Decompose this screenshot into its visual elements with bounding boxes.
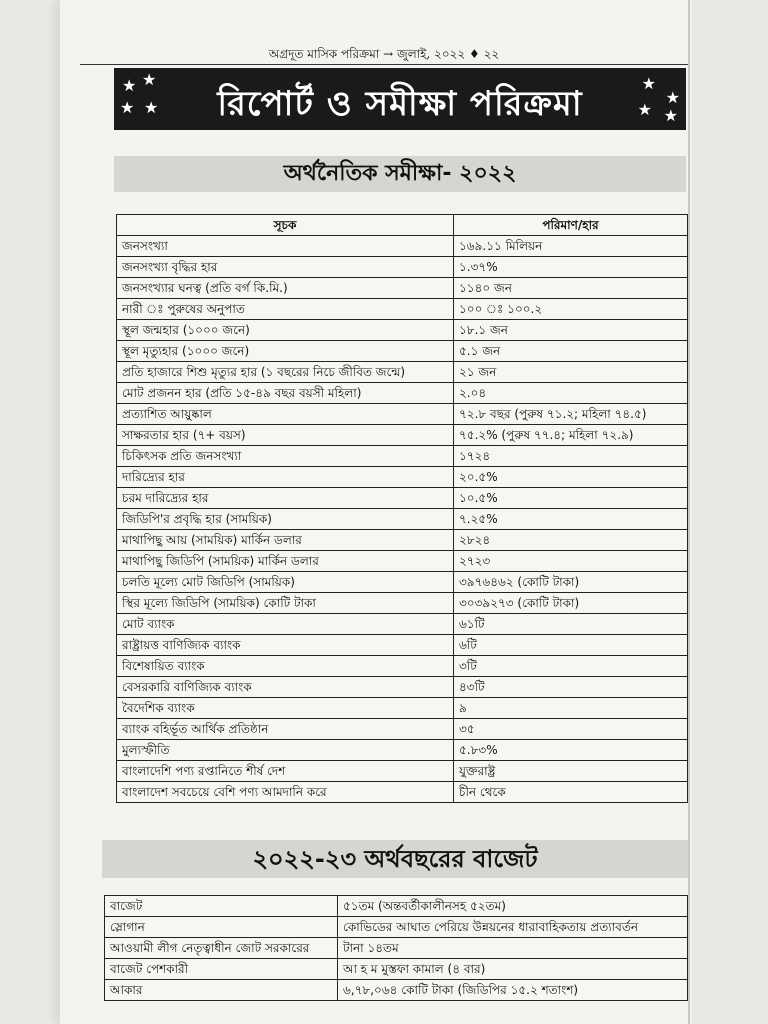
row-value: ৭.২৫%: [454, 509, 688, 530]
row-value: টানা ১৪তম: [338, 938, 688, 959]
table-row: [117, 572, 688, 593]
table-row: [117, 761, 688, 782]
star-icon: ★: [120, 98, 135, 117]
row-value: ১.৩৭%: [454, 257, 688, 278]
star-icon: ★: [144, 98, 159, 117]
row-value: ৬টি: [454, 635, 688, 656]
row-label: প্রত্যাশিত আয়ুষ্কাল: [117, 404, 454, 425]
row-value: ১১৪০ জন: [454, 278, 688, 299]
table-row: [117, 488, 688, 509]
row-value: ৭৫.২% (পুরুষ ৭৭.৪; মহিলা ৭২.৯): [454, 425, 688, 446]
row-label: আওয়ামী লীগ নেতৃত্বাধীন জোট সরকারের: [105, 938, 338, 959]
table-row: [117, 383, 688, 404]
row-label: বাংলাদেশি পণ্য রপ্তানিতে শীর্ষ দেশ: [117, 761, 454, 782]
row-value: ৩৯৭৬৪৬২ (কোটি টাকা): [454, 572, 688, 593]
table-row: [117, 362, 688, 383]
table-row: [117, 551, 688, 572]
row-value: ৫.১ জন: [454, 341, 688, 362]
star-icon: ★: [637, 100, 652, 119]
row-value: ১০০ ঃ ১০০.২: [454, 299, 688, 320]
row-label: মোট ব্যাংক: [117, 614, 454, 635]
star-icon: ★: [641, 74, 656, 93]
row-value: ২১ জন: [454, 362, 688, 383]
row-value: ২৮২৪: [454, 530, 688, 551]
row-label: বিশেষায়িত ব্যাংক: [117, 656, 454, 677]
row-label: চিকিৎসক প্রতি জনসংখ্যা: [117, 446, 454, 467]
running-head: অগ্রদূত মাসিক পরিক্রমা → জুলাই, ২০২২ ♦ ২২: [268, 47, 500, 61]
star-icon: ★: [122, 76, 137, 95]
page-gutter: [688, 0, 690, 1024]
row-value: ২.০৪: [454, 383, 688, 404]
row-label: আকার: [105, 980, 338, 1001]
section-title-economic-survey: অর্থনৈতিক সমীক্ষা- ২০২২: [114, 156, 686, 192]
table-row: [105, 980, 688, 1001]
table-row: [117, 782, 688, 803]
row-label: চরম দারিদ্র্যের হার: [117, 488, 454, 509]
row-value: কোভিডের আঘাত পেরিয়ে উন্নয়নের ধারাবাহিকতায় প্রত্যাবর্তন: [338, 917, 688, 938]
row-value: ৫.৮৩%: [454, 740, 688, 761]
table-row: [117, 446, 688, 467]
table-row: [117, 467, 688, 488]
row-label: স্লোগান: [105, 917, 338, 938]
table-row: [117, 698, 688, 719]
table-row: [117, 404, 688, 425]
table-row: [117, 635, 688, 656]
row-value: ৩০৩৯২৭৩ (কোটি টাকা): [454, 593, 688, 614]
row-value: ২০.৫%: [454, 467, 688, 488]
row-label: সাক্ষরতার হার (৭+ বয়স): [117, 425, 454, 446]
table-row: [105, 959, 688, 980]
row-label: বেসরকারি বাণিজ্যিক ব্যাংক: [117, 677, 454, 698]
header-rule: [80, 64, 688, 65]
row-label: দারিদ্র্যের হার: [117, 467, 454, 488]
table-row: [117, 740, 688, 761]
row-label: বৈদেশিক ব্যাংক: [117, 698, 454, 719]
row-value: ১৭২৪: [454, 446, 688, 467]
column-header-indicator: সূচক: [117, 215, 454, 236]
row-label: স্থূল জন্মহার (১০০০ জনে): [117, 320, 454, 341]
row-label: জনসংখ্যার ঘনত্ব (প্রতি বর্গ কি.মি.): [117, 278, 454, 299]
table-row: [117, 278, 688, 299]
row-value: ৬,৭৮,০৬৪ কোটি টাকা (জিডিপির ১৫.২ শতাংশ): [338, 980, 688, 1001]
table-row: [117, 593, 688, 614]
row-label: জনসংখ্যা বৃদ্ধির হার: [117, 257, 454, 278]
table-row: [105, 917, 688, 938]
table-row: [117, 425, 688, 446]
section-title-budget: ২০২২-২৩ অর্থবছরের বাজেট: [102, 840, 688, 878]
economic-survey-table: [116, 214, 688, 803]
row-value: ৪৩টি: [454, 677, 688, 698]
row-label: বাজেট: [105, 896, 338, 917]
row-value: ৯: [454, 698, 688, 719]
row-value: ১৮.১ জন: [454, 320, 688, 341]
budget-table: [104, 895, 688, 1001]
row-value: ৩৫: [454, 719, 688, 740]
table-row: [117, 257, 688, 278]
row-value: ১৬৯.১১ মিলিয়ন: [454, 236, 688, 257]
row-label: স্থূল মৃত্যুহার (১০০০ জনে): [117, 341, 454, 362]
table-row: [117, 656, 688, 677]
table-row: [117, 236, 688, 257]
row-value: ৬১টি: [454, 614, 688, 635]
table-row: [117, 719, 688, 740]
row-value: ৫১তম (অন্তবর্তীকালীনসহ ৫২তম): [338, 896, 688, 917]
table-row: [117, 341, 688, 362]
row-label: মাথাপিছু জিডিপি (সাময়িক) মার্কিন ডলার: [117, 551, 454, 572]
row-value: যুক্তরাষ্ট্র: [454, 761, 688, 782]
title-banner: [114, 68, 686, 130]
row-label: চলতি মূল্যে মোট জিডিপি (সাময়িক): [117, 572, 454, 593]
row-value: ২৭২৩: [454, 551, 688, 572]
table-row: [117, 614, 688, 635]
row-label: জিডিপি'র প্রবৃদ্ধি হার (সাময়িক): [117, 509, 454, 530]
star-icon: ★: [663, 106, 678, 125]
table-row: [117, 320, 688, 341]
row-label: মুল্যস্ফীতি: [117, 740, 454, 761]
table-row: [117, 530, 688, 551]
row-label: বাজেট পেশকারী: [105, 959, 338, 980]
table-row: [117, 509, 688, 530]
row-value: ৩টি: [454, 656, 688, 677]
row-label: স্থির মূল্যে জিডিপি (সাময়িক) কোটি টাকা: [117, 593, 454, 614]
star-icon: ★: [665, 88, 680, 107]
table-row: [117, 677, 688, 698]
banner-title: রিপোর্ট ও সমীক্ষা পরিক্রমা: [217, 84, 583, 124]
row-label: জনসংখ্যা: [117, 236, 454, 257]
row-value: ৭২.৮ বছর (পুরুষ ৭১.২; মহিলা ৭৪.৫): [454, 404, 688, 425]
row-value: চীন থেকে: [454, 782, 688, 803]
star-icon: ★: [142, 70, 157, 89]
row-value: আ হ ম মুস্তফা কামাল (৪ বার): [338, 959, 688, 980]
row-label: ব্যাংক বহির্ভূত আর্থিক প্রতিষ্ঠান: [117, 719, 454, 740]
row-label: রাষ্ট্রায়ত্ত বাণিজ্যিক ব্যাংক: [117, 635, 454, 656]
row-label: নারী ঃ পুরুষের অনুপাত: [117, 299, 454, 320]
table-header-row: [117, 215, 688, 236]
table-row: [105, 896, 688, 917]
column-header-value: পরিমাণ/হার: [454, 215, 688, 236]
row-label: প্রতি হাজারে শিশু মৃত্যুর হার (১ বছরের নিচে জীবিত জন্মে): [117, 362, 454, 383]
row-label: বাংলাদেশ সবচেয়ে বেশি পণ্য আমদানি করে: [117, 782, 454, 803]
table-row: [117, 299, 688, 320]
table-row: [105, 938, 688, 959]
row-label: মাথাপিছু আয় (সাময়িক) মার্কিন ডলার: [117, 530, 454, 551]
row-label: মোট প্রজনন হার (প্রতি ১৫-৪৯ বছর বয়সী মহিলা): [117, 383, 454, 404]
row-value: ১০.৫%: [454, 488, 688, 509]
